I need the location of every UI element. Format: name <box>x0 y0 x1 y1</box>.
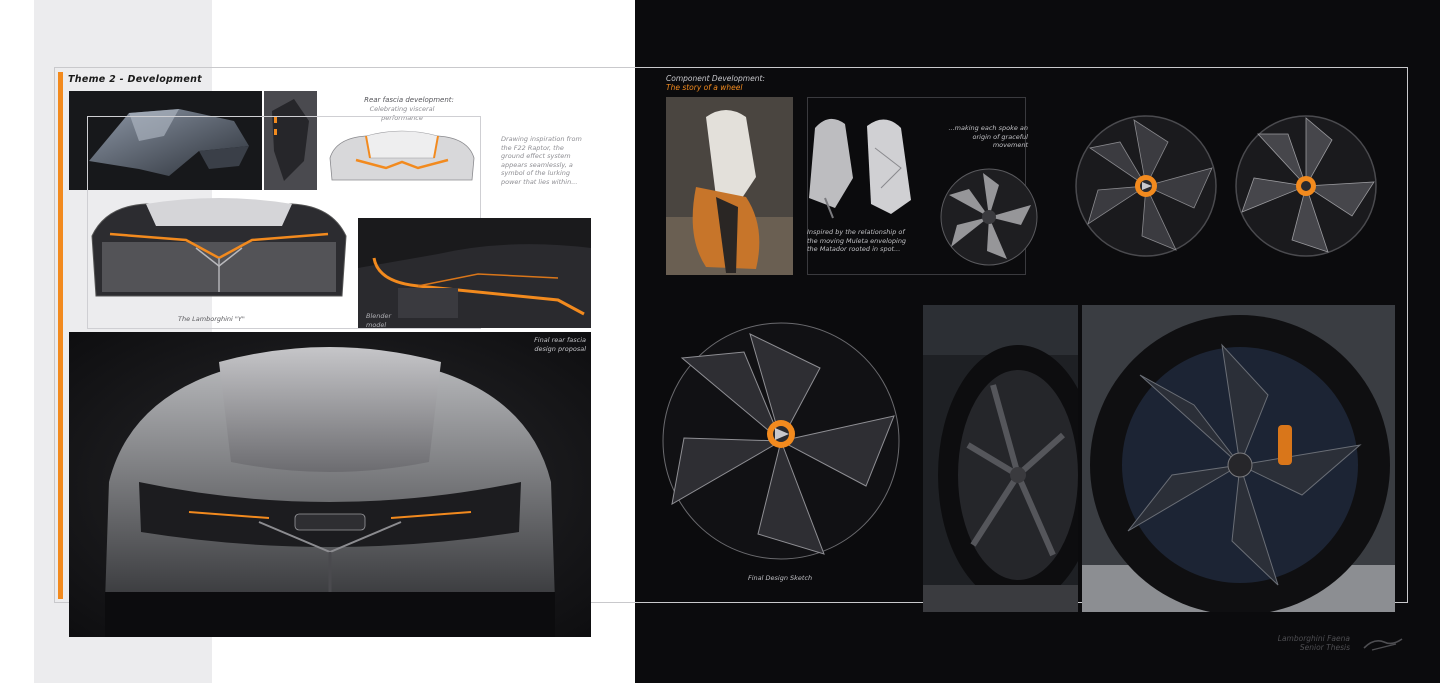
matador-sketch-image <box>805 108 915 220</box>
left-margin <box>0 0 34 683</box>
footer-subtitle: Senior Thesis <box>1299 643 1350 652</box>
y-caption: The Lamborghini "Y" <box>178 315 245 323</box>
wheel-photo-front-image <box>1082 305 1395 612</box>
rear-fascia-subtitle: Celebrating visceral performance <box>369 105 435 122</box>
y-sketch-image <box>86 196 352 308</box>
rear-fascia-title: Rear fascia development: <box>364 96 454 104</box>
accent-bar <box>58 72 63 599</box>
wheel-render-2-image <box>1232 112 1380 260</box>
final-wheel-sketch-image <box>658 318 904 564</box>
final-rear-render-image <box>69 332 591 637</box>
inspiration-text: Drawing inspiration from the F22 Raptor, the ground effect system appears seamlessly, a symbol of the lurking power that lies within... <box>501 135 582 186</box>
wheel-sketch-small-image <box>937 165 1041 269</box>
spoke-text: ...making each spoke an origin of graceful movement <box>948 124 1028 149</box>
component-title: Component Development: <box>666 74 765 83</box>
page-title: Theme 2 - Development <box>68 74 202 85</box>
final-proposal-caption: Final rear fascia design proposal <box>534 336 586 353</box>
footer-title: Lamborghini Faena <box>1277 634 1350 643</box>
matador-text: Inspired by the relationship of the moving Muleta enveloping the Matador rooted in spot... <box>807 228 907 253</box>
component-subtitle: The story of a wheel <box>666 83 743 92</box>
blender-caption: Blender model <box>366 312 392 329</box>
signature-logo-icon <box>1360 636 1406 652</box>
wheel-render-1-image <box>1072 112 1220 260</box>
matador-photo-image <box>666 97 793 275</box>
final-sketch-caption: Final Design Sketch <box>748 574 813 582</box>
wheel-photo-side-image <box>923 305 1078 612</box>
